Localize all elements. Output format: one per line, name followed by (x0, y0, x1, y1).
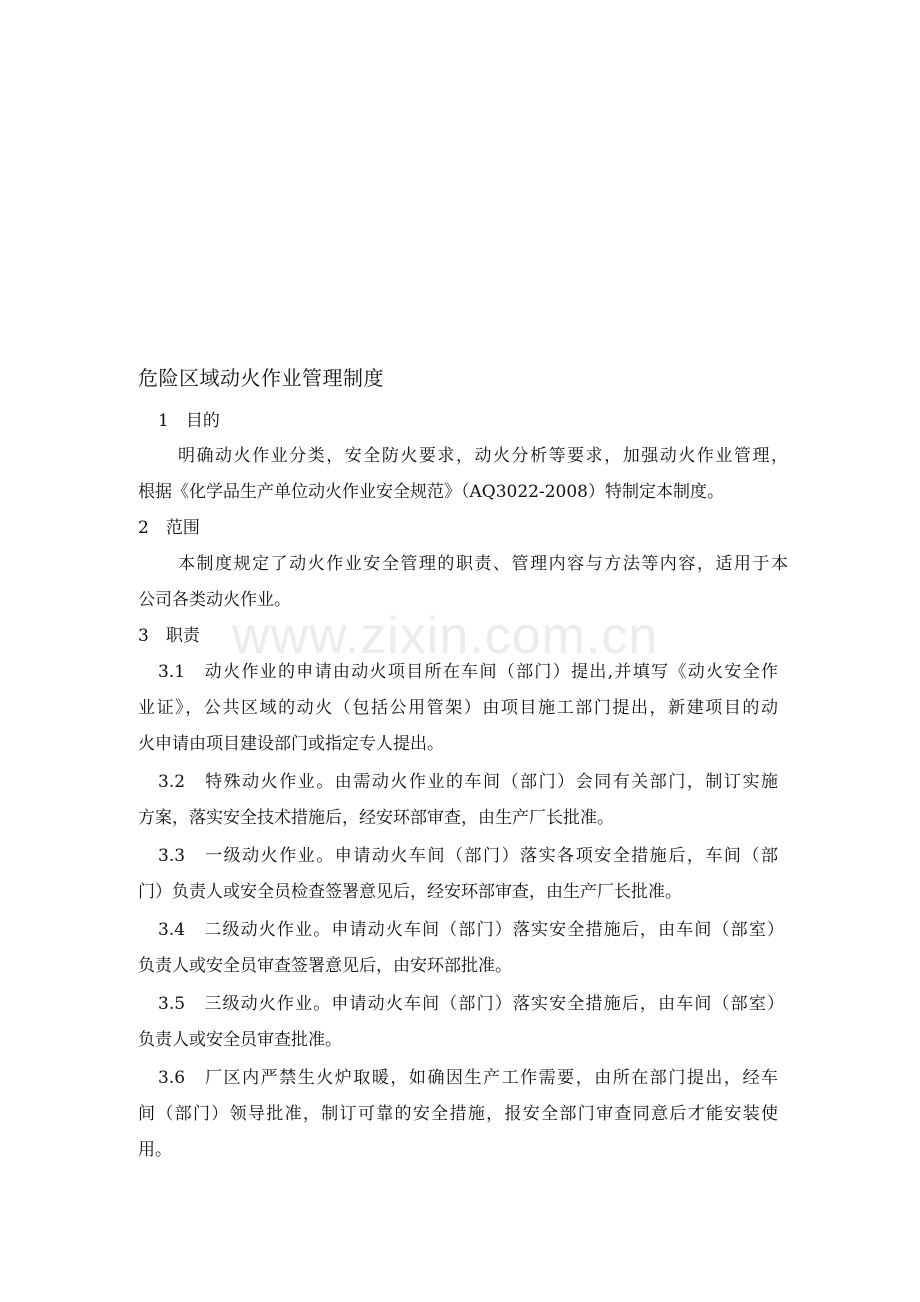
paragraph-line: 本制度规定了动火作业安全管理的职责、管理内容与方法等内容，适用于本 (178, 554, 788, 574)
paragraph-line: 3.6 厂区内严禁生火炉取暖，如确因生产工作需要，由所在部门提出，经车 (158, 1068, 778, 1088)
paragraph-line: 间（部门）领导批准，制订可靠的安全措施，报安全部门审查同意后才能安装使 (138, 1104, 778, 1124)
paragraph-line: 3.3 一级动火作业。申请动火车间（部门）落实各项安全措施后，车间（部 (158, 846, 778, 866)
paragraph-line: 明确动火作业分类，安全防火要求，动火分析等要求，加强动火作业管理， (178, 446, 788, 466)
paragraph-line: 公司各类动火作业。 (138, 590, 291, 610)
section-heading-purpose: 1 目的 (158, 411, 220, 431)
paragraph-line: 门）负责人或安全员检查签署意见后，经安环部审查，由生产厂长批准。 (138, 882, 682, 902)
paragraph-line: 火申请由项目建设部门或指定专人提出。 (138, 734, 444, 754)
paragraph-line: 负责人或安全员审查签署意见后，由安环部批准。 (138, 956, 512, 976)
paragraph-line: 3.1 动火作业的申请由动火项目所在车间（部门）提出,并填写《动火安全作 (158, 662, 778, 682)
paragraph-line: 3.5 三级动火作业。申请动火车间（部门）落实安全措施后，由车间（部室） (158, 994, 784, 1014)
section-heading-scope: 2 范围 (138, 518, 200, 538)
paragraph-line: 根据《化学品生产单位动火作业安全规范》（AQ3022-2008）特制定本制度。 (138, 482, 724, 502)
paragraph-line: 3.4 二级动火作业。申请动火车间（部门）落实安全措施后，由车间（部室） (158, 920, 784, 940)
paragraph-line: 方案，落实安全技术措施后，经安环部审查，由生产厂长批准。 (138, 808, 614, 828)
paragraph-line: 用。 (138, 1140, 172, 1160)
document-title: 危险区域动火作业管理制度 (138, 366, 384, 390)
paragraph-line: 负责人或安全员审查批准。 (138, 1030, 342, 1050)
section-heading-duties: 3 职责 (138, 626, 200, 646)
paragraph-line: 3.2 特殊动火作业。由需动火作业的车间（部门）会同有关部门，制订实施 (158, 772, 778, 792)
watermark: www.zixin.com.cn (232, 607, 659, 665)
paragraph-line: 业证》，公共区域的动火（包括公用管架）由项目施工部门提出，新建项目的动 (138, 698, 778, 718)
